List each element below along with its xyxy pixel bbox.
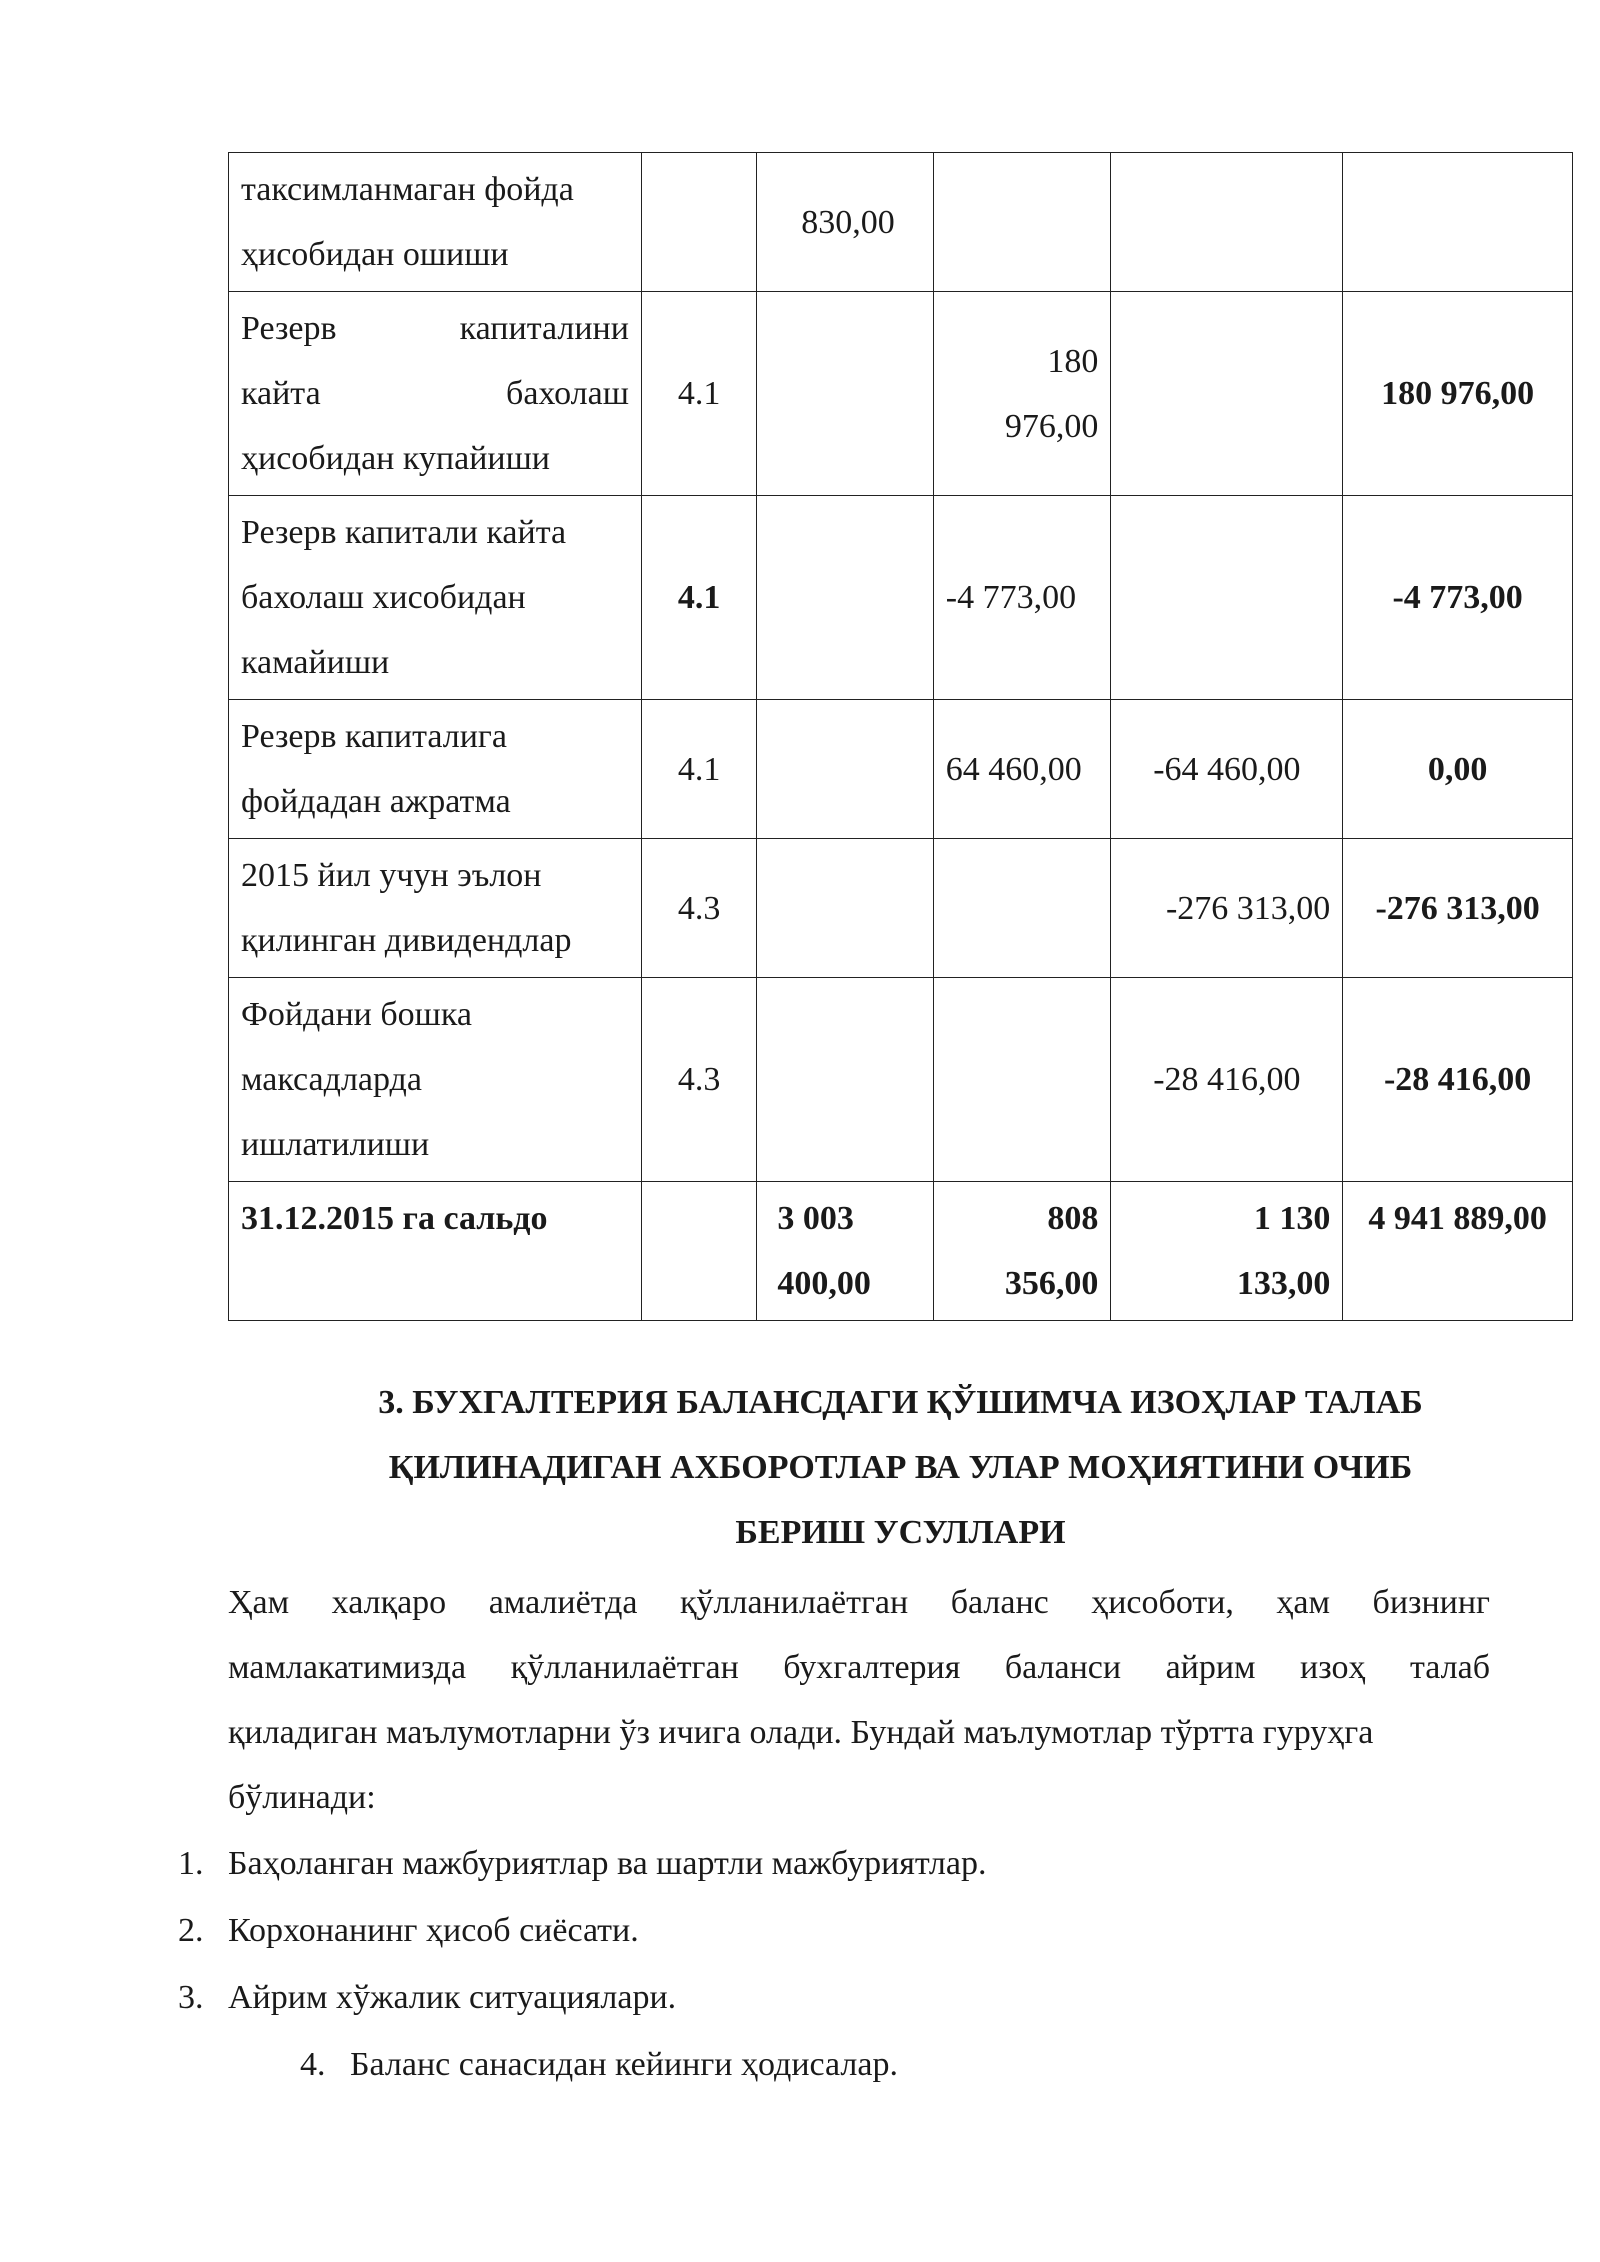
row-label-line: Резерв капиталига [241, 718, 507, 755]
list-text: Баҳоланган мажбуриятлар ва шартли мажбуриятлар. [228, 1845, 987, 1882]
row-label-line: бахолаш хисобидан [241, 579, 526, 616]
row-label-line: Фойдани бошка [241, 996, 472, 1033]
cell-value-line: 133,00 [1236, 1265, 1331, 1302]
row-label [229, 292, 642, 496]
table-row [229, 839, 1573, 978]
row-label-word: бахолаш [506, 375, 629, 412]
cell-value-line: 356,00 [1004, 1265, 1099, 1302]
cell-value-line: 400,00 [777, 1265, 871, 1302]
reserve-capital-cell: -4 773,00 [933, 496, 1111, 700]
cell-value-line: 976,00 [1004, 407, 1099, 445]
heading-line: 3. БУХГАЛТЕРИЯ БАЛАНСДАГИ ҚЎШИМЧА ИЗОҲЛАР ТАЛАБ [378, 1384, 1423, 1421]
note-cell [641, 1182, 756, 1321]
total-cell: -28 416,00 [1343, 978, 1573, 1182]
table-row [229, 978, 1573, 1182]
row-label-line: қилинган дивидендлар [241, 922, 572, 959]
reserve-capital-cell [933, 839, 1111, 978]
note-cell: 4.1 [641, 700, 756, 839]
row-label-line: ҳисобидан ошиши [241, 236, 509, 273]
row-label [229, 839, 642, 978]
list-text: Айрим хўжалик ситуациялари. [228, 1979, 677, 2016]
equity-changes-table [228, 152, 1573, 1321]
list-number: 1. [178, 1845, 204, 1882]
row-label-word: Резерв [241, 310, 337, 347]
reserve-capital-cell [933, 292, 1111, 496]
body-paragraph [228, 1570, 1490, 1830]
heading-line: БЕРИШ УСУЛЛАРИ [735, 1514, 1066, 1551]
note-cell: 4.1 [641, 292, 756, 496]
share-capital-cell [757, 700, 933, 839]
row-label-line: камайиши [241, 644, 390, 681]
retained-earnings-cell: -64 460,00 [1111, 700, 1343, 839]
reserve-capital-cell: 64 460,00 [933, 700, 1111, 839]
note-cell [641, 153, 756, 292]
paragraph-line: Ҳам халқаро амалиётда қўлланилаётган баланс ҳисоботи, ҳам бизнинг [228, 1584, 1490, 1621]
row-label-line: фойдадан ажратма [241, 783, 511, 820]
table-row [229, 153, 1573, 292]
paragraph-line: қиладиган маълумотларни ўз ичига олади. Бундай маълумотлар тўртта гуруҳга [228, 1714, 1374, 1751]
share-capital-cell [757, 496, 933, 700]
retained-earnings-cell: -28 416,00 [1111, 978, 1343, 1182]
row-label-line: таксимланмаган фойда [241, 171, 574, 208]
row-label-line: ишлатилиши [241, 1126, 430, 1163]
list-text: Корхонанинг ҳисоб сиёсати. [228, 1912, 639, 1949]
cell-value-line: 808 [1047, 1200, 1099, 1237]
total-cell: 0,00 [1343, 700, 1573, 839]
share-capital-cell [757, 978, 933, 1182]
list-number: 3. [178, 1979, 204, 2016]
table-row [229, 496, 1573, 700]
table-row [229, 700, 1573, 839]
row-label-word: кайта [241, 375, 321, 412]
share-capital-cell [757, 1182, 933, 1321]
reserve-capital-cell [933, 1182, 1111, 1321]
retained-earnings-cell [1111, 292, 1343, 496]
share-capital-cell [757, 839, 933, 978]
paragraph-line: бўлинади: [228, 1779, 376, 1816]
row-label [229, 700, 642, 839]
paragraph-line: мамлакатимизда қўлланилаётган бухгалтерия баланси айрим изоҳ талаб [228, 1649, 1490, 1686]
heading-line: ҚИЛИНАДИГАН АХБОРОТЛАР ВА УЛАР МОҲИЯТИНИ ОЧИБ [388, 1449, 1413, 1486]
cell-value-line: 1 130 [1253, 1200, 1331, 1237]
total-cell: -276 313,00 [1343, 839, 1573, 978]
list-text: Баланс санасидан кейинги ҳодисалар. [350, 2046, 898, 2083]
cell-value-line: 3 003 [777, 1200, 854, 1237]
row-label-word: капиталини [459, 310, 629, 347]
row-label-line: максадларда [241, 1061, 422, 1098]
retained-earnings-cell [1111, 153, 1343, 292]
list-number: 2. [178, 1912, 204, 1949]
total-cell [1343, 153, 1573, 292]
total-cell: -4 773,00 [1343, 496, 1573, 700]
note-cell: 4.3 [641, 839, 756, 978]
row-label-line: Резерв капитали кайта [241, 514, 567, 551]
reserve-capital-cell [933, 153, 1111, 292]
table-row [229, 292, 1573, 496]
row-label [229, 978, 642, 1182]
retained-earnings-cell [1111, 496, 1343, 700]
reserve-capital-cell [933, 978, 1111, 1182]
section-heading [228, 1370, 1573, 1565]
retained-earnings-cell [1111, 1182, 1343, 1321]
cell-value-line: 180 [1047, 342, 1099, 380]
row-label [229, 496, 642, 700]
total-cell: 4 941 889,00 [1343, 1182, 1573, 1321]
retained-earnings-cell: -276 313,00 [1111, 839, 1343, 978]
row-label [229, 153, 642, 292]
row-label-line: ҳисобидан купайиши [241, 440, 550, 477]
row-label: 31.12.2015 га сальдо [229, 1182, 642, 1321]
note-cell: 4.1 [641, 496, 756, 700]
row-label-line: 2015 йил учун эълон [241, 857, 542, 894]
share-capital-cell: 830,00 [757, 153, 933, 292]
share-capital-cell [757, 292, 933, 496]
table-row [229, 1182, 1573, 1321]
list-number: 4. [300, 2046, 326, 2083]
total-cell: 180 976,00 [1343, 292, 1573, 496]
note-cell: 4.3 [641, 978, 756, 1182]
